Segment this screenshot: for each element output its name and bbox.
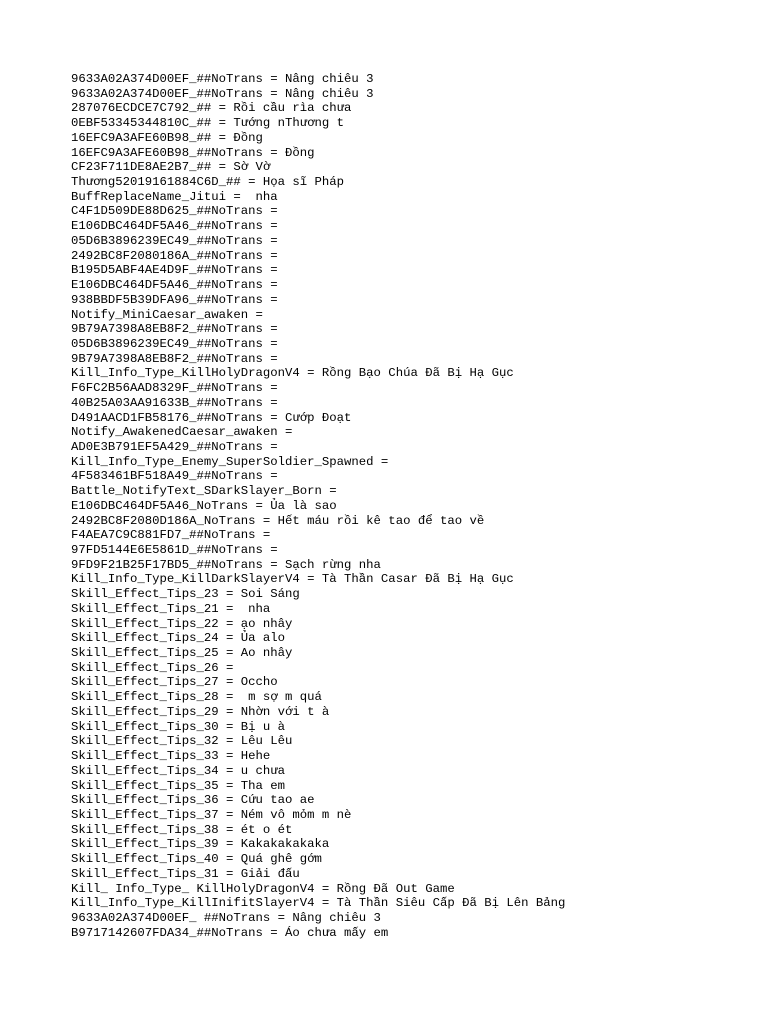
text-line: Skill_Effect_Tips_34 = u chưa <box>71 763 286 778</box>
text-line: Skill_Effect_Tips_22 = ạo nhây <box>71 616 293 631</box>
text-line: 9B79A7398A8EB8F2_##NoTrans = <box>71 322 278 337</box>
text-line: E106DBC464DF5A46_NoTrans = Ủa là sao <box>71 498 337 513</box>
text-line: 938BBDF5B39DFA96_##NoTrans = <box>71 292 278 307</box>
text-line: Notify_AwakenedCaesar_awaken = <box>71 425 293 440</box>
text-line: Skill_Effect_Tips_24 = Ủa alo <box>71 631 286 646</box>
text-line: Skill_Effect_Tips_21 = nha <box>71 601 271 616</box>
text-line: Battle_NotifyText_SDarkSlayer_Born = <box>71 484 337 499</box>
text-line: 16EFC9A3AFE60B98_##NoTrans = Đồng <box>71 145 315 160</box>
text-line: Skill_Effect_Tips_36 = Cứu tao ae <box>71 793 315 808</box>
text-line: 9633A02A374D00EF_ ##NoTrans = Nâng chiêu 3 <box>71 910 381 925</box>
text-line: Skill_Effect_Tips_30 = Bị u à <box>71 719 286 734</box>
text-line: 2492BC8F2080D186A_NoTrans = Hết máu rồi kê tao để tao về <box>71 513 485 528</box>
text-line: 9633A02A374D00EF_##NoTrans = Nâng chiêu 3 <box>71 86 374 101</box>
text-line: D491AACD1FB58176_##NoTrans = Cướp Đoạt <box>71 410 352 425</box>
text-line: Skill_Effect_Tips_26 = <box>71 660 234 675</box>
text-line: Kill_Info_Type_Enemy_SuperSoldier_Spawned = <box>71 454 389 469</box>
text-line: Skill_Effect_Tips_32 = Lêu Lêu <box>71 734 293 749</box>
text-line: Skill_Effect_Tips_40 = Quá ghê gớm <box>71 852 322 867</box>
text-line: E106DBC464DF5A46_##NoTrans = <box>71 278 278 293</box>
text-line: Skill_Effect_Tips_35 = Tha em <box>71 778 286 793</box>
text-line: 16EFC9A3AFE60B98_## = Đồng <box>71 130 263 145</box>
text-line: Skill_Effect_Tips_33 = Hehe <box>71 749 271 764</box>
text-line: Thương52019161884C6D_## = Họa sĩ Pháp <box>71 175 345 190</box>
text-content <box>71 72 751 940</box>
text-line: 4F583461BF518A49_##NoTrans = <box>71 469 278 484</box>
text-line: Skill_Effect_Tips_28 = m sợ m quá <box>71 690 322 705</box>
text-line: Notify_MiniCaesar_awaken = <box>71 307 263 322</box>
text-line: Kill_Info_Type_KillHolyDragonV4 = Rồng Bạo Chúa Đã Bị Hạ Gục <box>71 366 514 381</box>
text-line: F6FC2B56AAD8329F_##NoTrans = <box>71 381 278 396</box>
text-line: Skill_Effect_Tips_29 = Nhờn với t à <box>71 704 330 719</box>
text-line: Skill_Effect_Tips_31 = Giải đấu <box>71 866 300 881</box>
text-line: 9FD9F21B25F17BD5_##NoTrans = Sạch rừng nha <box>71 557 381 572</box>
text-line: 05D6B3896239EC49_##NoTrans = <box>71 336 278 351</box>
text-line: B9717142607FDA34_##NoTrans = Áo chưa mấy em <box>71 925 389 940</box>
text-line: 2492BC8F2080186A_##NoTrans = <box>71 248 278 263</box>
text-line: E106DBC464DF5A46_##NoTrans = <box>71 219 278 234</box>
text-line: Skill_Effect_Tips_25 = Ao nhây <box>71 646 293 661</box>
text-line: 287076ECDCE7C792_## = Rồi cầu rìa chưa <box>71 101 352 116</box>
text-line: Kill_Info_Type_KillInifitSlayerV4 = Tà Thần Siêu Cấp Đã Bị Lên Bảng <box>71 896 566 911</box>
text-line: 9633A02A374D00EF_##NoTrans = Nâng chiêu 3 <box>71 72 374 86</box>
text-line: Skill_Effect_Tips_27 = Occho <box>71 675 278 690</box>
text-line: BuffReplaceName_Jitui = nha <box>71 189 278 204</box>
text-line: 40B25A03AA91633B_##NoTrans = <box>71 395 278 410</box>
text-line: 05D6B3896239EC49_##NoTrans = <box>71 233 278 248</box>
text-line: B195D5ABF4AE4D9F_##NoTrans = <box>71 263 278 278</box>
text-line: CF23F711DE8AE2B7_## = Sờ Vờ <box>71 160 271 175</box>
text-line: C4F1D509DE88D625_##NoTrans = <box>71 204 278 219</box>
text-line: Kill_Info_Type_KillDarkSlayerV4 = Tà Thần Casar Đã Bị Hạ Gục <box>71 572 514 587</box>
text-line: Kill_ Info_Type_ KillHolyDragonV4 = Rồng Đã Out Game <box>71 881 455 896</box>
text-line: Skill_Effect_Tips_23 = Soi Sáng <box>71 587 300 602</box>
text-line: 97FD5144E6E5861D_##NoTrans = <box>71 543 278 557</box>
text-line: Skill_Effect_Tips_37 = Ném vô mỏm m nè <box>71 807 352 822</box>
text-line: AD0E3B791EF5A429_##NoTrans = <box>71 439 278 454</box>
text-line: F4AEA7C9C881FD7_##NoTrans = <box>71 528 271 543</box>
text-line: 0EBF53345344810C_## = Tướng nThương t <box>71 116 345 131</box>
text-line: Skill_Effect_Tips_39 = Kakakakakaka <box>71 837 330 852</box>
text-line: Skill_Effect_Tips_38 = ét o ét <box>71 822 293 837</box>
text-line: 9B79A7398A8EB8F2_##NoTrans = <box>71 351 278 366</box>
